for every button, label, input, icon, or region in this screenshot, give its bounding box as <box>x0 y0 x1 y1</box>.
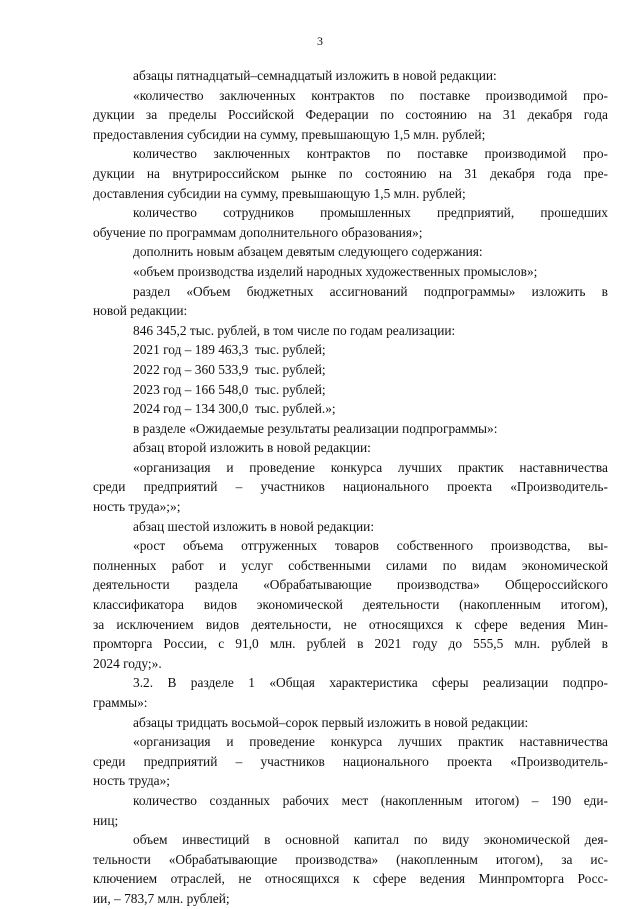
text-line: в разделе «Ожидаемые результаты реализации подпрограммы»: <box>133 420 498 436</box>
text-line: ниц; <box>93 812 119 828</box>
text-line: «организация и проведение конкурса лучших практик наставничества <box>133 459 608 475</box>
text-line: промторга России, с 91,0 млн. рублей в 2021 году до 555,5 млн. рублей в <box>93 636 608 652</box>
text-line: граммы»: <box>93 695 148 710</box>
text-line: 2024 году;». <box>93 655 162 671</box>
text-line: абзацы пятнадцатый–семнадцатый изложить в новой редакции: <box>133 68 497 83</box>
text-line: «количество заключенных контрактов по поставке производимой про- <box>133 87 608 103</box>
text-line: обучение по программам дополнительного образования»; <box>93 224 423 240</box>
text-line: полненных работ и услуг собственными силами по видам экономической <box>93 557 608 573</box>
text-line: тельности «Обрабатывающие производства» (накопленным итогом), за ис- <box>93 851 608 867</box>
text-line: 3.2. В разделе 1 «Общая характеристика сферы реализации подпро- <box>133 675 608 691</box>
paragraph <box>93 830 608 908</box>
text-line: среди предприятий – участников национального проекта «Производитель- <box>93 753 608 769</box>
text-line: деятельности раздела «Обрабатывающие производства» Общероссийского <box>93 577 608 593</box>
text-line: ключением отраслей, не относящихся к сфере ведения Минпромторга Росс- <box>93 871 608 887</box>
paragraph <box>93 419 608 439</box>
paragraph <box>93 262 608 282</box>
paragraph <box>93 732 608 791</box>
document-body <box>93 66 608 909</box>
paragraph <box>93 321 608 341</box>
paragraph <box>93 517 608 537</box>
paragraph <box>93 438 608 458</box>
paragraph <box>93 144 608 203</box>
page-number: 3 <box>317 34 323 48</box>
paragraph <box>93 360 608 380</box>
text-line: абзац шестой изложить в новой редакции: <box>133 518 375 534</box>
text-line: ии, – 783,7 млн. рублей; <box>93 890 230 906</box>
text-line: за исключением видов деятельности, не относящихся к сфере ведения Мин- <box>93 616 608 632</box>
text-line: «организация и проведение конкурса лучших практик наставничества <box>133 734 608 750</box>
text-line: «объем производства изделий народных художественных промыслов»; <box>133 263 538 279</box>
text-line: ность труда»;»; <box>93 499 181 515</box>
text-line: новой редакции: <box>93 303 188 319</box>
text-line: среди предприятий – участников национального проекта «Производитель- <box>93 479 608 495</box>
paragraph <box>93 399 608 419</box>
paragraph <box>93 203 608 242</box>
paragraph <box>93 242 608 262</box>
paragraph <box>93 536 608 673</box>
text-line: объем инвестиций в основной капитал по виду экономической дея- <box>133 832 608 848</box>
text-line: доставления субсидии на сумму, превышающую 1,5 млн. рублей; <box>93 185 466 201</box>
text-line: ность труда»; <box>93 773 171 789</box>
paragraph <box>93 86 608 145</box>
text-line: количество сотрудников промышленных предприятий, прошедших <box>133 205 608 221</box>
text-line: абзац второй изложить в новой редакции: <box>133 440 371 456</box>
text-line: «рост объема отгруженных товаров собственного производства, вы- <box>133 538 608 554</box>
text-line: 846 345,2 тыс. рублей, в том числе по годам реализации: <box>133 322 456 338</box>
text-line: дукции за пределы Российской Федерации по состоянию на 31 декабря года <box>93 107 608 123</box>
text-line: 2022 год – 360 533,9 тыс. рублей; <box>133 361 326 377</box>
text-line: раздел «Объем бюджетных ассигнований подпрограммы» изложить в <box>133 283 608 299</box>
paragraph <box>93 380 608 400</box>
paragraph <box>93 282 608 321</box>
paragraph <box>93 791 608 830</box>
text-line: 2024 год – 134 300,0 тыс. рублей.»; <box>133 401 336 417</box>
paragraph <box>93 340 608 360</box>
text-line: 2021 год – 189 463,3 тыс. рублей; <box>133 342 326 358</box>
text-line: предоставления субсидии на сумму, превышающую 1,5 млн. рублей; <box>93 126 486 142</box>
text-line: количество заключенных контрактов по поставке производимой про- <box>133 146 608 162</box>
text-line: абзацы тридцать восьмой–сорок первый изложить в новой редакции: <box>133 714 529 730</box>
paragraph <box>93 66 608 86</box>
text-line: дукции на внутрироссийском рынке по состоянию на 31 декабря года пре- <box>93 165 608 181</box>
paragraph <box>93 713 608 733</box>
text-line: дополнить новым абзацем девятым следующего содержания: <box>133 244 483 260</box>
text-line: классификатора видов экономической деятельности (накопленным итогом), <box>93 597 608 613</box>
text-line: 2023 год – 166 548,0 тыс. рублей; <box>133 381 326 397</box>
paragraph <box>93 673 608 712</box>
text-line: количество созданных рабочих мест (накопленным итогом) – 190 еди- <box>133 792 608 808</box>
paragraph <box>93 458 608 517</box>
